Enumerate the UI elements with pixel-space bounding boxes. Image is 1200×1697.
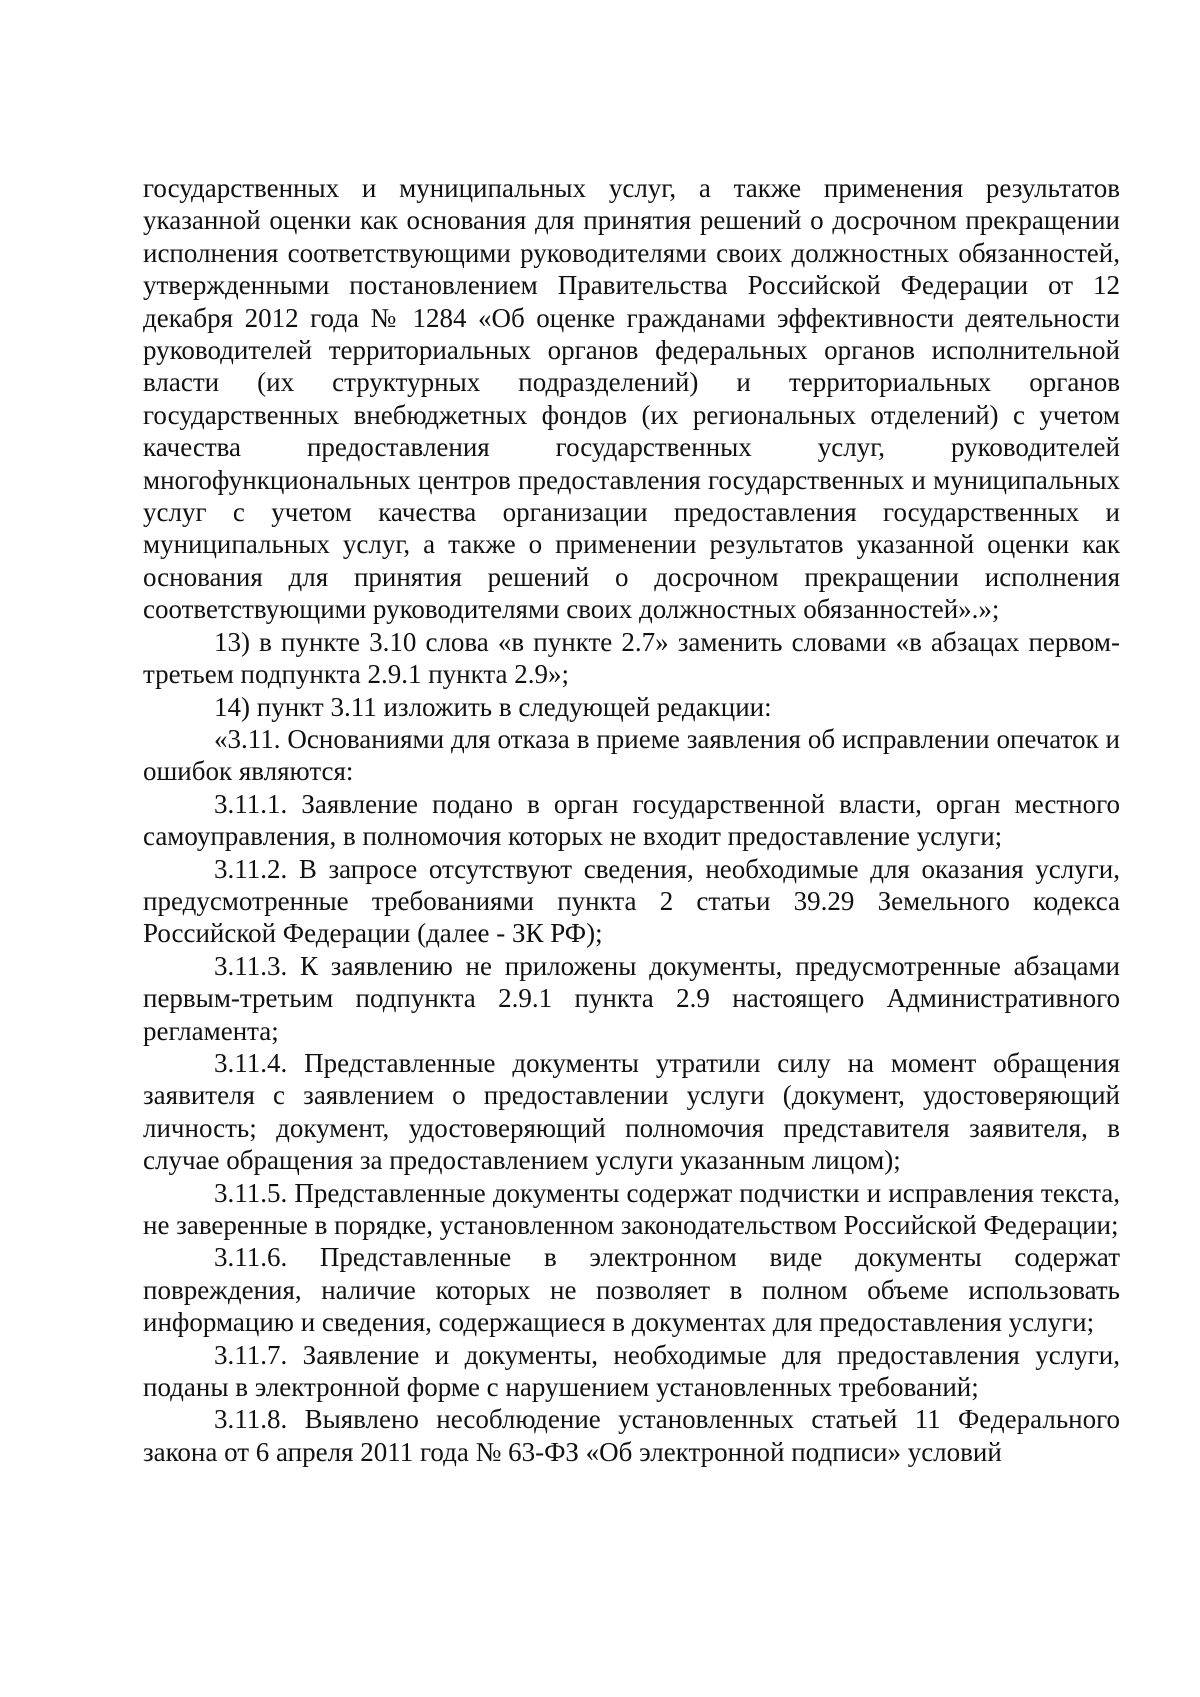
paragraph-3-11-8: 3.11.8. Выявлено несоблюдение установленных статьей 11 Федерального закона от 6 апреля 2011 года № 63-ФЗ «Об электронной подписи» условий — [143, 1404, 1120, 1467]
paragraph-3-11: «3.11. Основаниями для отказа в приеме заявления об исправлении опечаток и ошибок являются: — [143, 723, 1120, 787]
paragraph-3-11-2: 3.11.2. В запросе отсутствуют сведения, необходимые для оказания услуги, предусмотренные требованиями пункта 2 статьи 39.29 Земельного кодекса Российской Федерации (далее - ЗК РФ); — [143, 853, 1120, 949]
document-page — [143, 172, 1120, 1468]
paragraph-3-11-4: 3.11.4. Представленные документы утратили силу на момент обращения заявителя с заявлением о предоставлении услуги (документ, удостоверяющий личность; документ, удостоверяющий полномочия представителя заявителя, в случае обращения за предоставлением услуги указанным лицом); — [143, 1047, 1120, 1176]
paragraph-item-14: 14) пункт 3.11 изложить в следующей редакции: — [214, 691, 772, 722]
paragraph-3-11-5: 3.11.5. Представленные документы содержат подчистки и исправления текста, не заверенные в порядке, установленном законодательством Российской Федерации; — [143, 1177, 1120, 1240]
paragraph-3-11-1: 3.11.1. Заявление подано в орган государственной власти, орган местного самоуправления, в полномочия которых не входит предоставление услуги; — [143, 788, 1120, 852]
paragraph-3-11-3: 3.11.3. К заявлению не приложены документы, предусмотренные абзацами первым-третьим подпункта 2.9.1 пункта 2.9 настоящего Административного регламента; — [143, 950, 1120, 1046]
paragraph-continuation: государственных и муниципальных услуг, а также применения результатов указанной оценки как основания для принятия решений о досрочном прекращении исполнения соответствующими руководителями своих должностных обязанностей, утвержденными постановлением Правительства Российской Федерации от 12 декабря 2012 года № 1284 «Об оценке гражданами эффективности деятельности руководителей территориальных органов федеральных органов исполнительной власти (их структурных подразделений) и территориальных органов государственных внебюджетных фондов (их региональных отделений) с учетом качества предоставления государственных услуг, руководителей многофункциональных центров предоставления государственных и муниципальных услуг с учетом качества организации предоставления государственных и муниципальных услуг, а также о применении результатов указанной оценки как основания для принятия решений о досрочном прекращении исполнения соответствующими руководителями своих должностных обязанностей».»; — [143, 173, 1120, 625]
paragraph-3-11-6: 3.11.6. Представленные в электронном виде документы содержат повреждения, наличие которых не позволяет в полном объеме использовать информацию и сведения, содержащиеся в документах для предоставления услуги; — [143, 1242, 1120, 1338]
paragraph-item-13: 13) в пункте 3.10 слова «в пункте 2.7» заменить словами «в абзацах первом-третьем подпункта 2.9.1 пункта 2.9»; — [143, 626, 1120, 690]
paragraph-3-11-7: 3.11.7. Заявление и документы, необходимые для предоставления услуги, поданы в электронной форме с нарушением установленных требований; — [143, 1339, 1120, 1403]
